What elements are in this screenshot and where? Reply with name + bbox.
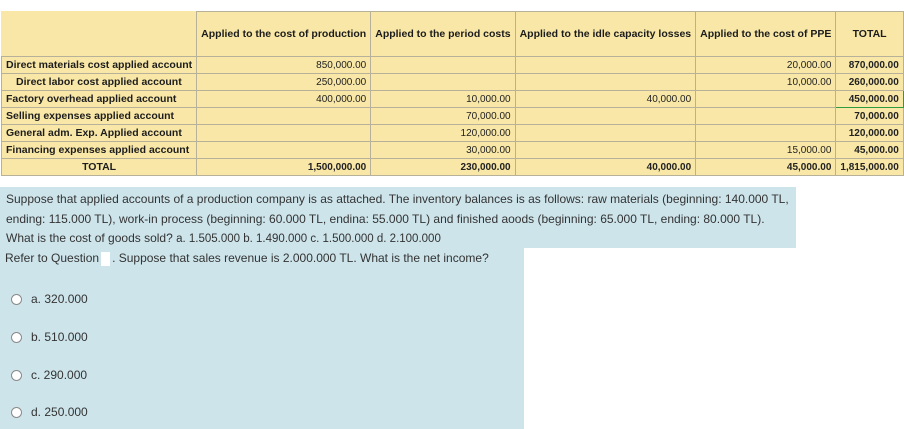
question1-choices: a. 1.505.000 b. 1.490.000 c. 1.500.000 d. 2.100.000 [176, 233, 441, 245]
row-label: Direct labor cost applied account [2, 74, 197, 91]
table-cell [515, 74, 696, 91]
option-a[interactable] [11, 292, 88, 306]
table-cell: 10,000.00 [696, 74, 836, 91]
question2-prefix: Refer to Question [5, 251, 100, 265]
question1-body: Suppose that applied accounts of a production company is as attached. The inventory balances is as follows: raw materials (beginning: 140.000 TL, ending: 115.000 TL), work-in process (beginning: 60.000 TL, endina: 55.000 TL) and finished aoods (beginning: 65.000 TL, ending: 80.000 TL). What is the cost of goods sold? [6, 192, 789, 245]
row-total: 70,000.00 [836, 108, 903, 125]
row-total: 120,000.00 [836, 125, 903, 142]
table-header-cost-of-production: Applied to the cost of production [197, 12, 371, 57]
table-header-cost-of-ppe: Applied to the cost of PPE [696, 12, 836, 57]
radio-button[interactable] [11, 407, 22, 418]
table-cell [197, 125, 371, 142]
radio-button[interactable] [11, 294, 22, 305]
table-row [2, 108, 904, 125]
table-cell [696, 91, 836, 108]
option-label: a. 320.000 [31, 292, 88, 306]
table-cell: 1,500,000.00 [197, 159, 371, 176]
row-total: 450,000.00 [836, 91, 903, 108]
option-label: c. 290.000 [31, 368, 88, 382]
table-row [2, 125, 904, 142]
table-cell: 70,000.00 [371, 108, 515, 125]
table-cell: 850,000.00 [197, 57, 371, 74]
applied-accounts-table [1, 11, 904, 176]
table-cell [515, 57, 696, 74]
grand-total: 1,815,000.00 [836, 159, 903, 176]
row-total: 870,000.00 [836, 57, 903, 74]
total-row-label: TOTAL [2, 159, 197, 176]
table-header-row [2, 12, 904, 57]
table-row [2, 57, 904, 74]
table-row [2, 74, 904, 91]
radio-button[interactable] [11, 370, 22, 381]
table-header-blank [2, 12, 197, 57]
table-cell [197, 108, 371, 125]
option-c[interactable] [11, 368, 87, 382]
row-label: Selling expenses applied account [2, 108, 197, 125]
question-reference-placeholder [101, 252, 110, 266]
table-header-idle-capacity: Applied to the idle capacity losses [515, 12, 696, 57]
table-cell: 20,000.00 [696, 57, 836, 74]
option-label: d. 250.000 [31, 405, 88, 419]
table-cell: 250,000.00 [197, 74, 371, 91]
table-cell: 40,000.00 [515, 159, 696, 176]
table-cell: 230,000.00 [371, 159, 515, 176]
table-cell [515, 108, 696, 125]
table-cell [515, 142, 696, 159]
table-row [2, 142, 904, 159]
question2-text [5, 251, 489, 266]
table-cell: 15,000.00 [696, 142, 836, 159]
table-header-total: TOTAL [836, 12, 903, 57]
table-cell [696, 108, 836, 125]
option-d[interactable] [11, 405, 88, 419]
table-cell: 120,000.00 [371, 125, 515, 142]
table-cell [371, 57, 515, 74]
table-cell: 30,000.00 [371, 142, 515, 159]
row-total: 260,000.00 [836, 74, 903, 91]
row-label: Direct materials cost applied account [2, 57, 197, 74]
table-cell: 40,000.00 [515, 91, 696, 108]
option-label: b. 510.000 [31, 330, 88, 344]
row-label: Factory overhead applied account [2, 91, 197, 108]
table-cell [515, 125, 696, 142]
table-cell: 10,000.00 [371, 91, 515, 108]
row-total: 45,000.00 [836, 142, 903, 159]
row-label: General adm. Exp. Applied account [2, 125, 197, 142]
table-cell: 400,000.00 [197, 91, 371, 108]
question1-text [6, 190, 790, 250]
table-cell: 45,000.00 [696, 159, 836, 176]
question2-suffix: . Suppose that sales revenue is 2.000.000 TL. What is the net income? [112, 251, 489, 265]
table-cell [696, 125, 836, 142]
table-row [2, 91, 904, 108]
table-total-row [2, 159, 904, 176]
option-b[interactable] [11, 330, 88, 344]
table-cell [197, 142, 371, 159]
table-header-period-costs: Applied to the period costs [371, 12, 515, 57]
radio-button[interactable] [11, 332, 22, 343]
table-cell [371, 74, 515, 91]
row-label: Financing expenses applied account [2, 142, 197, 159]
